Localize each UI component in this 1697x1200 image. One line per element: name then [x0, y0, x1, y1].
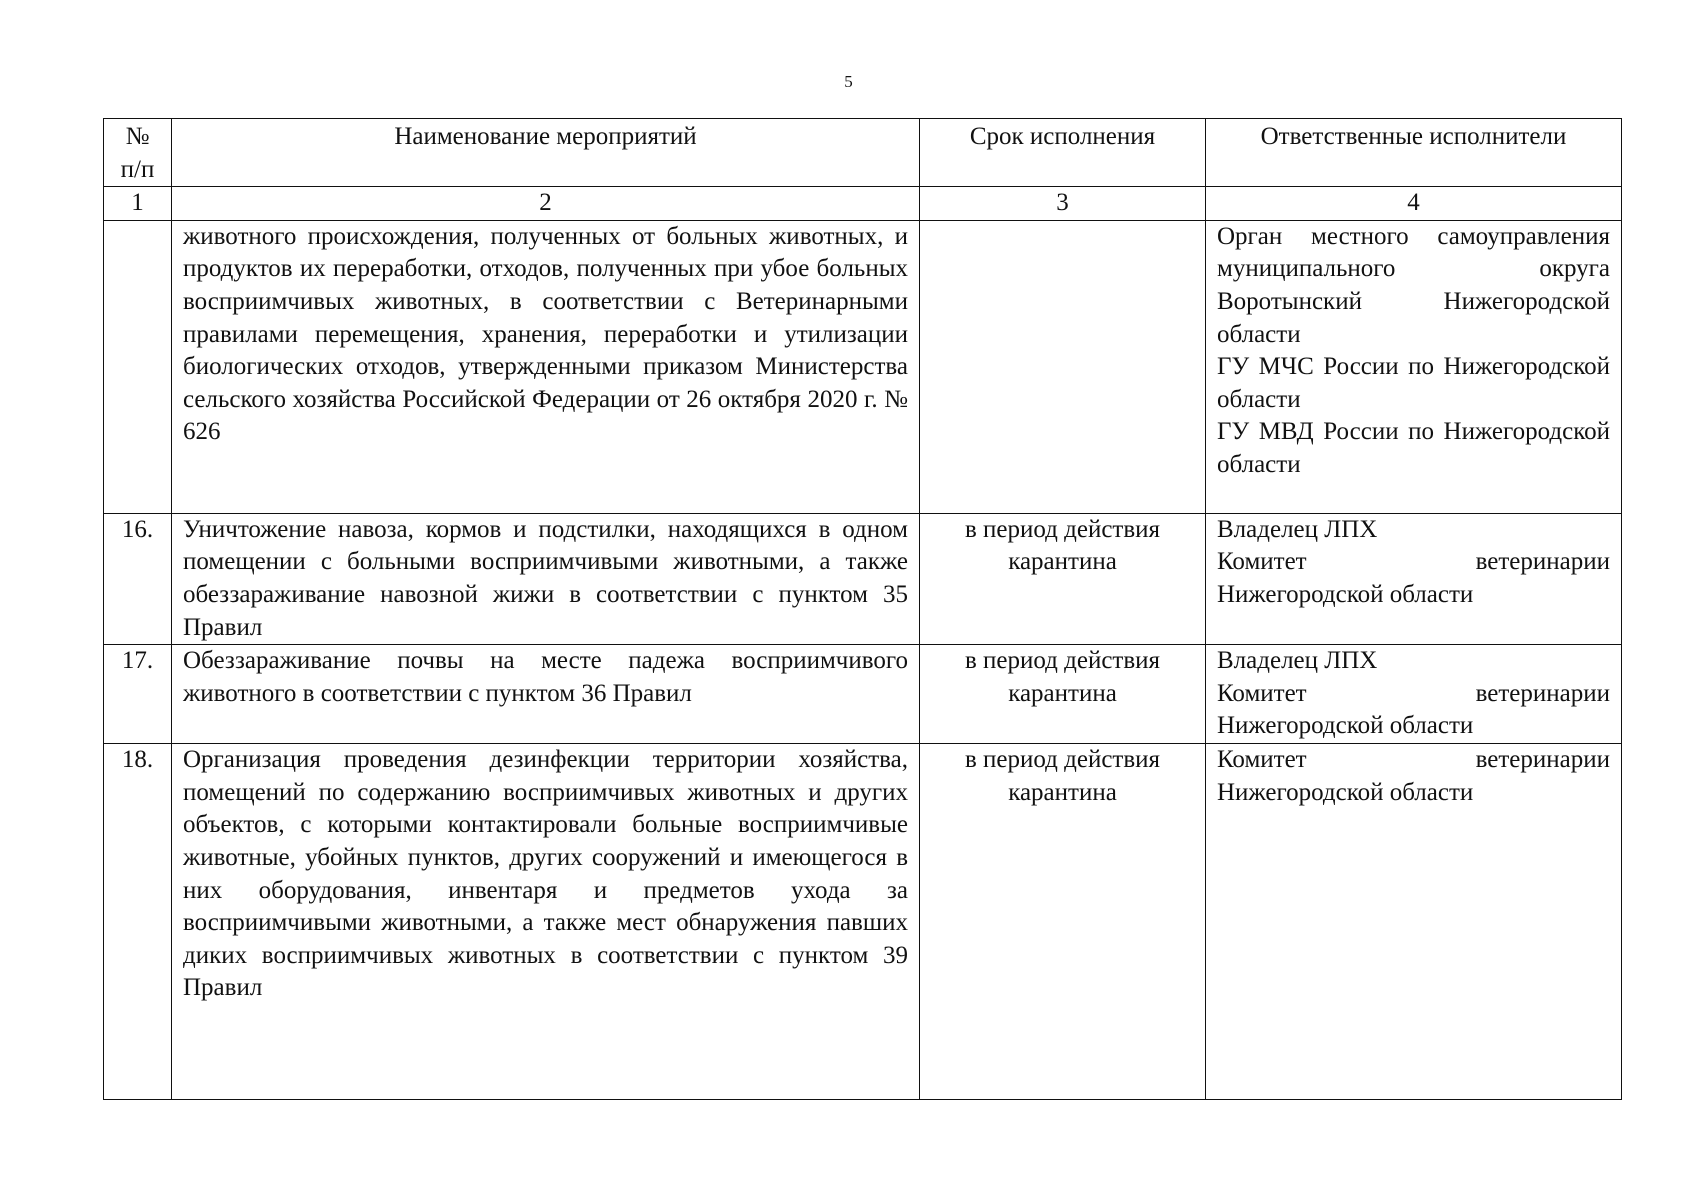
row-num: 17.	[104, 645, 172, 744]
row-measure: Обеззараживание почвы на месте падежа восприимчивого животного в соответствии с пунктом 36 Правил	[172, 645, 920, 744]
column-number: 4	[1206, 187, 1622, 221]
responsible-entry: Орган местного самоуправления муниципального округа Воротынский Нижегородской области	[1217, 222, 1610, 348]
table-header-row	[104, 119, 1622, 187]
row-responsible	[1206, 513, 1622, 644]
header-name: Наименование мероприятий	[172, 119, 920, 187]
row-measure: животного происхождения, полученных от больных животных, и продуктов их переработки, отходов, полученных при убое больных восприимчивых животных, в соответствии с Ветеринарными правилами перемещения, хранения, переработки и утилизации биологических отходов, утвержденными приказом Министерства сельского хозяйства Российской Федерации от 26 октября 2020 г. № 626	[172, 220, 920, 513]
row-num	[104, 220, 172, 513]
row-measure: Уничтожение навоза, кормов и подстилки, находящихся в одном помещении с больными восприимчивыми животными, а также обеззараживание навозной жижи в соответствии с пунктом 35 Правил	[172, 513, 920, 644]
column-number: 3	[920, 187, 1206, 221]
table-row	[104, 645, 1622, 744]
table-row	[104, 744, 1622, 1100]
row-responsible	[1206, 645, 1622, 744]
responsible-entry: Комитет ветеринарии Нижегородской области	[1217, 746, 1610, 806]
responsible-entry: Комитет ветеринарии Нижегородской области	[1217, 679, 1610, 740]
row-num: 16.	[104, 513, 172, 644]
row-measure: Организация проведения дезинфекции территории хозяйства, помещений по содержанию восприимчивых животных и других объектов, с которыми контактировали больные восприимчивые животные, убойных пунктов, других сооружений и имеющегося в них оборудования, инвентаря и предметов ухода за восприимчивыми животными, а также мест обнаружения павших диких восприимчивых животных в соответствии с пунктом 39 Правил	[172, 744, 920, 1100]
table-row	[104, 513, 1622, 644]
page-number: 5	[844, 72, 853, 91]
header-responsible: Ответственные исполнители	[1206, 119, 1622, 187]
row-num: 18.	[104, 744, 172, 1100]
row-deadline: в период действия карантина	[920, 645, 1206, 744]
responsible-entry: ГУ МВД России по Нижегородской области	[1217, 418, 1610, 478]
column-number: 2	[172, 187, 920, 221]
row-deadline: в период действия карантина	[920, 513, 1206, 644]
header-deadline: Срок исполнения	[920, 119, 1206, 187]
row-responsible	[1206, 744, 1622, 1100]
row-deadline	[920, 220, 1206, 513]
responsible-entry: Владелец ЛПХ	[1217, 515, 1378, 543]
table-row	[104, 220, 1622, 513]
column-numbers-row	[104, 187, 1622, 221]
responsible-entry: Владелец ЛПХ	[1217, 647, 1378, 675]
responsible-entry: ГУ МЧС России по Нижегородской области	[1217, 353, 1610, 413]
measures-table	[103, 118, 1622, 1100]
header-num: № п/п	[104, 119, 172, 187]
row-responsible	[1206, 220, 1622, 513]
row-deadline: в период действия карантина	[920, 744, 1206, 1100]
responsible-entry: Комитет ветеринарии Нижегородской области	[1217, 548, 1610, 608]
column-number: 1	[104, 187, 172, 221]
